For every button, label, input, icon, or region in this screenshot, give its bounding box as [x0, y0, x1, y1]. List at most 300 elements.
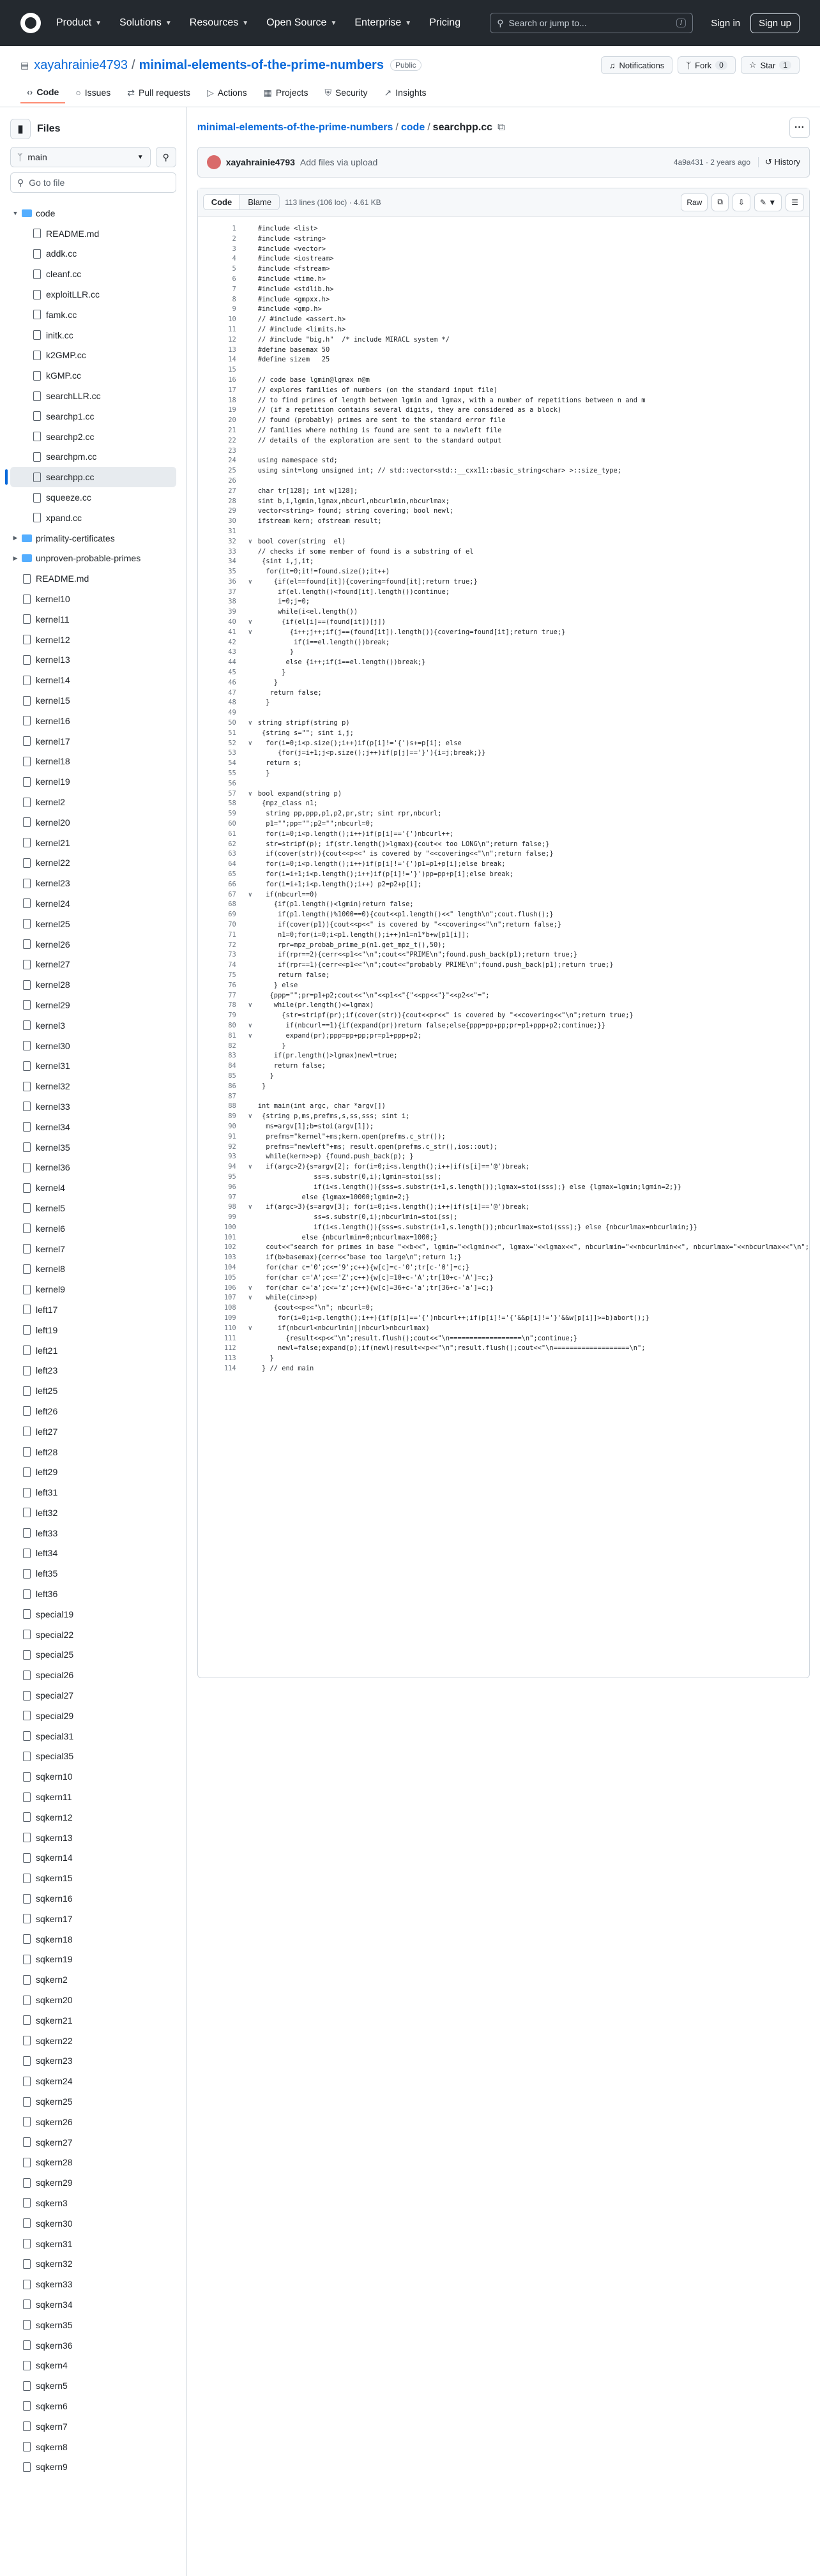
fold-chevron-icon[interactable]: ∨: [248, 1284, 252, 1292]
sign-in-link[interactable]: Sign in: [711, 17, 741, 29]
line-number[interactable]: 69: [228, 911, 236, 919]
tree-file[interactable]: [10, 670, 176, 690]
tree-file[interactable]: [10, 1746, 176, 1767]
line-number[interactable]: 85: [228, 1072, 236, 1080]
tree-file[interactable]: [10, 1036, 176, 1056]
line-number[interactable]: 20: [228, 416, 236, 425]
line-number[interactable]: 82: [228, 1042, 236, 1050]
line-number[interactable]: 40: [228, 618, 236, 626]
fold-chevron-icon[interactable]: ∨: [248, 618, 252, 626]
tree-file[interactable]: [10, 1421, 176, 1442]
tree-file[interactable]: [10, 325, 176, 345]
tree-file[interactable]: [10, 365, 176, 386]
tree-file[interactable]: [10, 447, 176, 467]
tree-file[interactable]: [10, 934, 176, 955]
tree-file[interactable]: [10, 264, 176, 284]
nav-item[interactable]: [56, 17, 102, 29]
tree-file[interactable]: [10, 914, 176, 934]
line-number[interactable]: 106: [224, 1284, 236, 1292]
line-number[interactable]: 88: [228, 1102, 236, 1110]
line-number[interactable]: 38: [228, 598, 236, 606]
line-number[interactable]: 102: [224, 1243, 236, 1252]
line-number[interactable]: 2: [232, 234, 236, 243]
tree-file[interactable]: [10, 792, 176, 812]
line-number[interactable]: 9: [232, 305, 236, 314]
code-line: [198, 840, 809, 850]
tree-file[interactable]: [10, 2153, 176, 2173]
fold-chevron-icon[interactable]: ∨: [248, 577, 252, 586]
line-number[interactable]: 100: [224, 1223, 236, 1231]
line-number[interactable]: 34: [228, 557, 236, 566]
tree-file[interactable]: [10, 1381, 176, 1401]
nav-item[interactable]: [354, 17, 411, 29]
line-number[interactable]: 24: [228, 457, 236, 465]
fold-chevron-icon[interactable]: ∨: [248, 1112, 252, 1121]
line-number[interactable]: 53: [228, 749, 236, 757]
tab-code[interactable]: [20, 82, 65, 103]
tree-file[interactable]: [10, 1239, 176, 1259]
line-number[interactable]: 51: [228, 729, 236, 737]
tree-file[interactable]: [10, 2355, 176, 2375]
fold-chevron-icon[interactable]: ∨: [248, 628, 252, 636]
line-number[interactable]: 67: [228, 890, 236, 898]
branch-selector[interactable]: [10, 147, 151, 167]
fold-chevron-icon[interactable]: ∨: [248, 719, 252, 727]
line-number[interactable]: 105: [224, 1273, 236, 1282]
commit-sha[interactable]: 4a9a431: [673, 158, 704, 167]
tab-actions[interactable]: [201, 82, 254, 103]
fold-chevron-icon[interactable]: ∨: [248, 1324, 252, 1332]
tree-file[interactable]: [10, 2274, 176, 2294]
line-number[interactable]: 96: [228, 1183, 236, 1191]
avatar[interactable]: [207, 155, 221, 169]
tree-file[interactable]: [10, 2416, 176, 2437]
line-number[interactable]: 29: [228, 507, 236, 515]
sign-up-button[interactable]: Sign up: [750, 13, 800, 33]
line-number[interactable]: 74: [228, 961, 236, 969]
tree-file[interactable]: [10, 1828, 176, 1848]
symbols-panel-icon[interactable]: ☰: [786, 193, 804, 211]
tree-file[interactable]: [10, 711, 176, 731]
tree-file[interactable]: [10, 508, 176, 528]
line-number[interactable]: 14: [228, 356, 236, 364]
line-number[interactable]: 30: [228, 517, 236, 526]
line-number[interactable]: 73: [228, 951, 236, 959]
line-number[interactable]: 72: [228, 941, 236, 949]
line-number[interactable]: 59: [228, 810, 236, 818]
tree-file[interactable]: [10, 1198, 176, 1218]
tree-file[interactable]: [10, 1584, 176, 1604]
nav-item[interactable]: [190, 17, 248, 29]
line-number[interactable]: 3: [232, 245, 236, 253]
more-options-button[interactable]: ···: [789, 117, 810, 138]
tree-file[interactable]: [10, 1056, 176, 1076]
repo-name-link[interactable]: minimal-elements-of-the-prime-numbers: [139, 57, 384, 72]
line-number[interactable]: 44: [228, 658, 236, 667]
line-number[interactable]: 109: [224, 1314, 236, 1322]
line-number[interactable]: 111: [224, 1334, 236, 1342]
tree-file[interactable]: [10, 487, 176, 508]
line-number[interactable]: 55: [228, 769, 236, 778]
tree-file[interactable]: [10, 1279, 176, 1299]
tree-file[interactable]: [10, 893, 176, 914]
line-number[interactable]: 54: [228, 759, 236, 768]
line-number[interactable]: 110: [224, 1324, 236, 1332]
line-number[interactable]: 11: [228, 325, 236, 333]
line-number[interactable]: 101: [224, 1233, 236, 1241]
history-button[interactable]: [758, 157, 800, 167]
tree-file[interactable]: [10, 995, 176, 1015]
line-number[interactable]: 31: [228, 527, 236, 535]
tree-file[interactable]: [10, 2091, 176, 2112]
line-number[interactable]: 18: [228, 396, 236, 404]
line-text: }: [257, 1072, 274, 1080]
line-number[interactable]: 81: [228, 1031, 236, 1040]
fold-chevron-icon[interactable]: ∨: [248, 1203, 252, 1211]
tree-file[interactable]: [10, 2396, 176, 2416]
tree-item-label: sqkern21: [36, 2015, 73, 2026]
repo-owner-link[interactable]: xayahrainie4793: [34, 57, 128, 72]
tree-folder[interactable]: [10, 203, 176, 224]
line-number[interactable]: 4: [232, 255, 236, 263]
line-number[interactable]: 87: [228, 1092, 236, 1100]
tree-file[interactable]: [10, 568, 176, 589]
fork-button[interactable]: [678, 56, 736, 74]
breadcrumb-folder-link[interactable]: code: [400, 122, 425, 133]
blame-tab[interactable]: Blame: [248, 197, 272, 207]
code-line: [198, 698, 809, 708]
tree-file[interactable]: [10, 2315, 176, 2335]
tree-file[interactable]: [10, 1259, 176, 1279]
tree-file[interactable]: [10, 224, 176, 244]
tree-file[interactable]: [10, 1157, 176, 1178]
tree-file[interactable]: [10, 345, 176, 366]
code-line: [198, 1314, 809, 1324]
line-number[interactable]: 79: [228, 1011, 236, 1020]
tree-file[interactable]: [10, 833, 176, 853]
tree-file[interactable]: [10, 2172, 176, 2193]
tree-file[interactable]: [10, 1442, 176, 1462]
tree-file[interactable]: [10, 1969, 176, 1990]
line-number[interactable]: 76: [228, 981, 236, 989]
edit-icon[interactable]: ✎ ▼: [754, 193, 782, 211]
commit-author[interactable]: xayahrainie4793: [225, 157, 295, 167]
tree-file[interactable]: [10, 1563, 176, 1584]
tree-file[interactable]: [10, 1604, 176, 1625]
line-number[interactable]: 89: [228, 1112, 236, 1121]
line-number[interactable]: 77: [228, 991, 236, 999]
tree-file[interactable]: [10, 427, 176, 447]
line-number[interactable]: 23: [228, 446, 236, 455]
fold-chevron-icon[interactable]: ∨: [248, 739, 252, 747]
tree-file[interactable]: [10, 1076, 176, 1096]
line-number[interactable]: 75: [228, 971, 236, 979]
github-logo-icon[interactable]: [20, 13, 41, 33]
tab-projects[interactable]: [257, 82, 315, 103]
tree-file[interactable]: [10, 1523, 176, 1543]
tree-file[interactable]: [10, 1117, 176, 1137]
tree-file[interactable]: [10, 853, 176, 874]
tree-file[interactable]: [10, 2437, 176, 2457]
tree-file[interactable]: [10, 1401, 176, 1421]
tree-file[interactable]: [10, 1543, 176, 1564]
tree-file[interactable]: [10, 2071, 176, 2091]
commit-message[interactable]: Add files via upload: [300, 157, 378, 167]
tree-file[interactable]: [10, 2193, 176, 2213]
tree-file[interactable]: [10, 1950, 176, 1970]
tree-file[interactable]: [10, 1096, 176, 1117]
fold-chevron-icon[interactable]: ∨: [248, 1001, 252, 1010]
search-input[interactable]: [490, 13, 693, 33]
star-button[interactable]: [741, 56, 800, 74]
tree-file[interactable]: [10, 244, 176, 264]
line-number[interactable]: 48: [228, 699, 236, 707]
tree-file[interactable]: [10, 1848, 176, 1868]
line-number[interactable]: 16: [228, 375, 236, 384]
tree-file[interactable]: [10, 589, 176, 609]
line-number[interactable]: 114: [224, 1365, 236, 1373]
code-tab[interactable]: Code: [204, 195, 241, 209]
tree-file[interactable]: [10, 1787, 176, 1807]
nav-item[interactable]: [429, 17, 460, 29]
line-number[interactable]: 36: [228, 577, 236, 586]
line-number[interactable]: 108: [224, 1304, 236, 1312]
go-to-file-input[interactable]: [10, 172, 176, 193]
tree-file[interactable]: [10, 954, 176, 974]
tree-file[interactable]: [10, 1320, 176, 1340]
line-number[interactable]: 90: [228, 1122, 236, 1130]
fold-chevron-icon[interactable]: ∨: [248, 537, 252, 545]
tree-file[interactable]: [10, 2132, 176, 2153]
tree-file[interactable]: [10, 1807, 176, 1828]
line-number[interactable]: 15: [228, 366, 236, 374]
line-number[interactable]: 62: [228, 840, 236, 848]
tree-file[interactable]: [10, 1299, 176, 1320]
line-number[interactable]: 28: [228, 497, 236, 505]
line-number[interactable]: 1: [232, 225, 236, 232]
fold-chevron-icon[interactable]: ∨: [248, 890, 252, 898]
line-number[interactable]: 33: [228, 547, 236, 556]
tree-file[interactable]: [10, 1990, 176, 2010]
line-number[interactable]: 104: [224, 1264, 236, 1272]
code-line: [198, 355, 809, 365]
line-number[interactable]: 63: [228, 850, 236, 858]
nav-item[interactable]: [119, 17, 172, 29]
tree-folder[interactable]: [10, 549, 176, 569]
tree-file[interactable]: [10, 1868, 176, 1888]
fold-chevron-icon[interactable]: ∨: [248, 789, 252, 798]
tree-file[interactable]: [10, 305, 176, 325]
line-number[interactable]: 32: [228, 537, 236, 545]
line-number[interactable]: 22: [228, 436, 236, 444]
download-icon[interactable]: ⇩: [733, 193, 750, 211]
line-number[interactable]: 49: [228, 709, 236, 717]
tree-file[interactable]: [10, 1360, 176, 1381]
line-number[interactable]: 99: [228, 1213, 236, 1222]
tree-file[interactable]: [10, 1137, 176, 1158]
code-line: [198, 1172, 809, 1183]
line-number[interactable]: 17: [228, 386, 236, 394]
tree-file[interactable]: [10, 2010, 176, 2031]
fold-gutter: [243, 870, 258, 880]
line-number[interactable]: 97: [228, 1193, 236, 1201]
line-number[interactable]: 91: [228, 1132, 236, 1140]
tree-file[interactable]: [10, 386, 176, 406]
tree-file[interactable]: [10, 1462, 176, 1482]
code-line: [198, 718, 809, 729]
tree-file[interactable]: [10, 812, 176, 833]
line-number[interactable]: 50: [228, 719, 236, 727]
tree-file[interactable]: [10, 1178, 176, 1198]
line-number[interactable]: 47: [228, 688, 236, 697]
line-number[interactable]: 98: [228, 1203, 236, 1211]
line-number[interactable]: 56: [228, 779, 236, 787]
line-number[interactable]: 68: [228, 900, 236, 909]
tree-file[interactable]: [10, 1645, 176, 1665]
raw-button[interactable]: Raw: [681, 193, 708, 211]
line-number[interactable]: 19: [228, 406, 236, 414]
line-number[interactable]: 70: [228, 920, 236, 928]
line-number[interactable]: 71: [228, 930, 236, 939]
line-number[interactable]: 58: [228, 799, 236, 808]
search-files-icon[interactable]: ⚲: [156, 147, 176, 167]
line-number[interactable]: 84: [228, 1062, 236, 1070]
notifications-button[interactable]: [601, 56, 673, 74]
tree-file[interactable]: [10, 1909, 176, 1929]
fold-chevron-icon[interactable]: ∨: [248, 1031, 252, 1040]
tree-file[interactable]: [10, 467, 176, 487]
line-number[interactable]: 35: [228, 568, 236, 576]
line-number[interactable]: 86: [228, 1082, 236, 1090]
file-icon: [23, 1264, 31, 1274]
tree-file[interactable]: [10, 1726, 176, 1746]
tree-file[interactable]: [10, 1706, 176, 1726]
tree-file[interactable]: [10, 1929, 176, 1950]
line-number[interactable]: 78: [228, 1001, 236, 1010]
copy-icon[interactable]: ⧉: [711, 193, 729, 211]
fold-chevron-icon[interactable]: ∨: [248, 1163, 252, 1171]
line-number[interactable]: 5: [232, 265, 236, 273]
line-number[interactable]: 64: [228, 860, 236, 868]
line-number[interactable]: 25: [228, 467, 236, 475]
line-number[interactable]: 113: [224, 1354, 236, 1363]
tree-file[interactable]: [10, 1482, 176, 1503]
tree-file[interactable]: [10, 1218, 176, 1239]
line-number[interactable]: 42: [228, 638, 236, 646]
line-number[interactable]: 45: [228, 669, 236, 677]
tab-security[interactable]: [318, 82, 374, 103]
tree-file[interactable]: [10, 690, 176, 711]
tree-file[interactable]: [10, 1766, 176, 1787]
line-number[interactable]: 10: [228, 315, 236, 324]
line-number[interactable]: 52: [228, 739, 236, 747]
line-number[interactable]: 27: [228, 487, 236, 495]
tree-file[interactable]: [10, 2254, 176, 2274]
line-number[interactable]: 43: [228, 648, 236, 656]
tree-file[interactable]: [10, 974, 176, 995]
tree-file[interactable]: [10, 2457, 176, 2477]
tree-file[interactable]: [10, 406, 176, 427]
tree-file[interactable]: [10, 2234, 176, 2254]
line-number[interactable]: 6: [232, 275, 236, 283]
line-number[interactable]: 39: [228, 608, 236, 616]
fold-gutter: [243, 587, 258, 598]
fold-chevron-icon[interactable]: ∨: [248, 1294, 252, 1302]
line-number[interactable]: 93: [228, 1153, 236, 1161]
line-number[interactable]: 92: [228, 1142, 236, 1151]
fold-chevron-icon[interactable]: ∨: [248, 1021, 252, 1029]
tree-file[interactable]: [10, 284, 176, 305]
tree-file[interactable]: [10, 2375, 176, 2396]
line-number[interactable]: 80: [228, 1021, 236, 1029]
file-icon: [23, 635, 31, 644]
copy-path-icon[interactable]: ⧉: [497, 122, 505, 133]
tree-file[interactable]: [10, 2213, 176, 2234]
nav-item[interactable]: [266, 17, 337, 29]
tree-file[interactable]: [10, 2112, 176, 2132]
line-number[interactable]: 95: [228, 1172, 236, 1181]
line-number[interactable]: 12: [228, 335, 236, 344]
code-line: [198, 849, 809, 860]
tree-file[interactable]: [10, 1503, 176, 1523]
line-number[interactable]: 66: [228, 880, 236, 888]
breadcrumb-repo-link[interactable]: minimal-elements-of-the-prime-numbers: [197, 122, 393, 133]
tree-file[interactable]: [10, 630, 176, 650]
line-number[interactable]: 7: [232, 285, 236, 293]
tab-issues[interactable]: [69, 82, 117, 103]
line-number[interactable]: 37: [228, 587, 236, 596]
line-number[interactable]: 112: [224, 1344, 236, 1352]
tree-file[interactable]: [10, 2294, 176, 2315]
line-number[interactable]: 94: [228, 1163, 236, 1171]
tree-file[interactable]: [10, 1685, 176, 1706]
file-icon: [23, 2218, 31, 2228]
line-number[interactable]: 57: [228, 789, 236, 798]
tree-file[interactable]: [10, 609, 176, 630]
line-number[interactable]: 8: [232, 295, 236, 303]
tree-file[interactable]: [10, 2335, 176, 2356]
tree-file[interactable]: [10, 771, 176, 792]
tab-pull-requests[interactable]: [121, 82, 197, 103]
line-text: }: [257, 769, 270, 778]
tree-file[interactable]: [10, 873, 176, 893]
tree-file[interactable]: [10, 752, 176, 772]
tree-file[interactable]: [10, 1625, 176, 1645]
tree-file[interactable]: [10, 731, 176, 752]
tree-folder[interactable]: [10, 528, 176, 549]
line-number[interactable]: 46: [228, 678, 236, 686]
collapse-sidebar-icon[interactable]: ▮: [10, 119, 31, 139]
line-number[interactable]: 41: [228, 628, 236, 636]
tab-insights[interactable]: [378, 82, 433, 103]
tree-file[interactable]: [10, 1665, 176, 1685]
tree-file[interactable]: [10, 2051, 176, 2072]
line-number[interactable]: 21: [228, 426, 236, 434]
line-number[interactable]: 103: [224, 1254, 236, 1262]
line-number[interactable]: 107: [224, 1294, 236, 1302]
line-number[interactable]: 60: [228, 820, 236, 828]
tree-file[interactable]: [10, 650, 176, 671]
line-number[interactable]: 26: [228, 476, 236, 485]
line-number[interactable]: 13: [228, 345, 236, 354]
line-number[interactable]: 61: [228, 830, 236, 838]
line-number[interactable]: 83: [228, 1052, 236, 1060]
tree-file[interactable]: [10, 2031, 176, 2051]
tree-file[interactable]: [10, 1340, 176, 1361]
line-number[interactable]: 65: [228, 870, 236, 878]
tree-file[interactable]: [10, 1888, 176, 1909]
tree-file[interactable]: [10, 1015, 176, 1036]
